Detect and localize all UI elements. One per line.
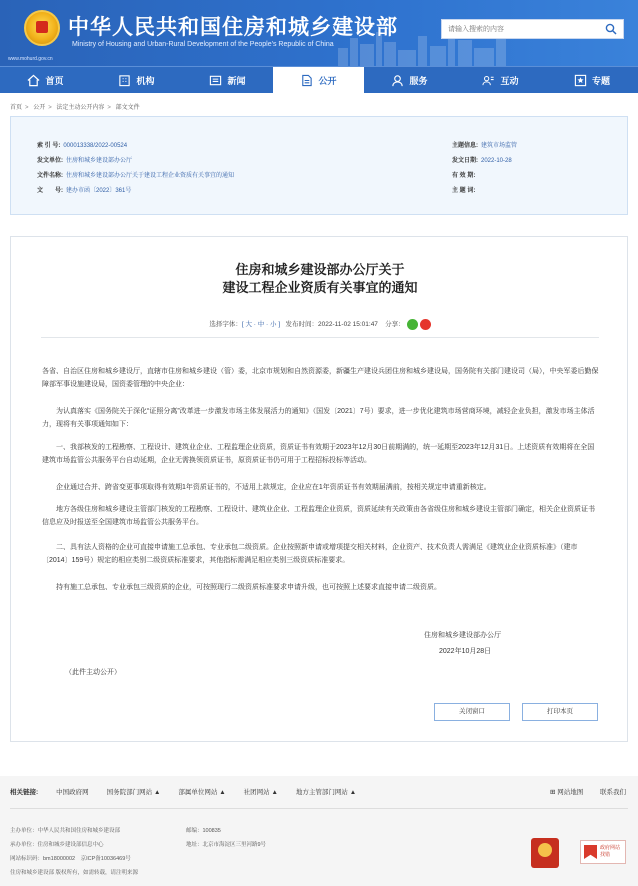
article-title-line2: 建设工程企业资质有关事宜的通知 [222, 280, 418, 295]
related-link[interactable]: 国务院部门网站 ▲ [106, 789, 161, 796]
related-link[interactable]: 社团网站 ▲ [243, 789, 278, 796]
site-subtitle: Ministry of Housing and Urban-Rural Development of the People's Republic of China [72, 41, 334, 48]
site-header [0, 0, 638, 66]
service-icon [391, 74, 404, 87]
nav-item-home[interactable] [0, 67, 91, 93]
footer-host: 主办单位：中华人民共和国住房和城乡建设部 [10, 828, 121, 834]
party-gov-badge-icon[interactable] [531, 838, 559, 868]
close-window-button[interactable]: 关闭窗口 [434, 703, 510, 721]
share-label: 分享： [385, 321, 405, 329]
related-link[interactable]: 地方主管部门网站 ▲ [295, 789, 357, 796]
related-links [10, 787, 356, 796]
nav-item-news[interactable] [182, 67, 273, 93]
public-note: （此件主动公开） [65, 669, 121, 676]
interact-icon [482, 74, 495, 87]
footer-postcode: 邮编：100835 [186, 828, 221, 834]
meta-index: 索 引 号: 000013338/2022-00524 [37, 143, 128, 149]
sign-organization: 住房和城乡建设部办公厅 [424, 632, 501, 639]
meta-docno: 文 号: 建办市函〔2022〕361号 [37, 188, 132, 194]
breadcrumb: 首页 > 公开 > 法定主动公开内容 > 部文文件 [10, 105, 140, 111]
font-size-switch[interactable]: [ 大 · 中 · 小 ] [241, 321, 281, 329]
search-box [441, 19, 624, 39]
site-url: www.mohurd.gov.cn [8, 56, 53, 62]
nav-label: 公开 [318, 75, 337, 86]
main-nav [0, 66, 638, 93]
meta-keywords: 主 题 词: [452, 188, 476, 194]
footer-address: 地址：北京市海淀区三里河路9号 [186, 842, 267, 848]
paragraph: 企业通过合并、跨省变更事项取得有效期1年资质证书的，不适用上款规定，企业应在1年资质证书有效期届满前，按相关规定申请重新核定。 [56, 484, 491, 491]
building-icon [118, 74, 131, 87]
gov-site-error-report-badge[interactable] [580, 840, 626, 864]
site-title: 中华人民共和国住房和城乡建设部 [68, 16, 398, 39]
sitemap-icon: ⊞ [550, 789, 556, 796]
nav-label: 首页 [45, 75, 64, 86]
home-icon [27, 74, 40, 87]
footer-divider [10, 808, 628, 809]
breadcrumb-current[interactable]: 部文文件 [115, 105, 140, 111]
breadcrumb-link[interactable]: 首页 [10, 105, 23, 111]
national-emblem-icon [24, 10, 60, 46]
news-icon [209, 74, 222, 87]
meta-valid: 有 效 期: [452, 173, 476, 179]
meta-topic: 主题信息: 建筑市场监管 [452, 143, 518, 149]
publish-time-label: 发布时间： [285, 321, 319, 329]
nav-item-service[interactable] [364, 67, 455, 93]
breadcrumb-link[interactable]: 法定主动公开内容 [56, 105, 105, 111]
nav-item-interact[interactable] [455, 67, 546, 93]
print-button[interactable]: 打印本页 [522, 703, 598, 721]
nav-item-organization[interactable] [91, 67, 182, 93]
breadcrumb-link[interactable]: 公开 [33, 105, 46, 111]
sitemap-link[interactable]: ⊞ 网站地图 [550, 789, 584, 796]
nav-label: 专题 [591, 75, 610, 86]
publish-time: 2022-11-02 15:01:47 [318, 321, 378, 329]
contact-link[interactable]: 联系我们 [600, 789, 626, 796]
related-links-label: 相关链接: [10, 789, 39, 796]
footer-copyright: 住房和城乡建设部 版权所有，如需转载，请注明来源 [10, 870, 139, 876]
search-input[interactable] [442, 20, 604, 38]
nav-item-topic[interactable] [546, 67, 638, 93]
article-info-bar [11, 319, 629, 330]
nav-item-open[interactable] [273, 67, 364, 93]
nav-label: 机构 [136, 75, 155, 86]
paragraph: 地方各级住房和城乡建设主管部门核发的工程勘察、工程设计、建筑业企业、工程监理企业资质，资质延续有关政策由各省级住房和城乡建设主管部门确定，相关企业资质证书信息应及时报送至全国建筑市场监管公共服务平台。 [42, 506, 595, 526]
topic-icon [574, 74, 587, 87]
weibo-share-icon[interactable] [420, 319, 431, 330]
bookmark-icon [584, 845, 597, 859]
nav-label: 互动 [500, 75, 519, 86]
paragraph: 一、我部核发的工程勘察、工程设计、建筑业企业、工程监理企业资质，资质证书有效期于2023年12月30日前期满的，统一延期至2023年12月31日。上述资质有效期将在全国建筑市场监管公共服务平台自动延期，企业无需换领资质证书，原资质证书仍可用于工程招标投标等活动。 [42, 444, 595, 464]
divider [41, 337, 599, 338]
wechat-share-icon[interactable] [407, 319, 418, 330]
meta-date: 发文日期: 2022-10-28 [452, 158, 512, 164]
document-icon [300, 74, 313, 87]
document-meta-box [10, 116, 628, 215]
meta-issuer: 发文单位: 住房和城乡建设部办公厅 [37, 158, 133, 164]
related-link[interactable]: 部属单位网站 ▲ [178, 789, 226, 796]
paragraph: 持有施工总承包、专业承包三级资质的企业，可按照现行二级资质标准要求申请升级，也可按照上述要求直接申请二级资质。 [56, 584, 441, 591]
article-panel [10, 236, 628, 742]
footer-site-id: 网站标识码：bm18000002 京ICP备10036469号 [10, 856, 131, 862]
meta-docname: 文件名称: 住房和城乡建设部办公厅关于建设工程企业资质有关事宜的通知 [37, 173, 235, 179]
font-size-label: 选择字体： [209, 321, 242, 329]
article-title-line1: 住房和城乡建设部办公厅关于 [235, 262, 405, 277]
nav-label: 服务 [409, 75, 428, 86]
paragraph: 为认真落实《国务院关于深化“证照分离”改革进一步激发市场主体发展活力的通知》（国发〔2021〕7号）要求，进一步优化建筑市场营商环境，减轻企业负担，激发市场主体活力，现将有关事项通知如下： [42, 408, 595, 428]
paragraph: 二、具有法人资格的企业可直接申请施工总承包、专业承包二级资质。企业按照新申请或增项提交相关材料，企业资产、技术负责人需满足《建筑业企业资质标准》（建市〔2014〕159号）规定的相应类别二级资质标准要求，其他指标需满足相应类别三级资质标准要求。 [42, 544, 578, 564]
search-icon[interactable] [605, 23, 617, 35]
paragraph-addressees: 各省、自治区住房和城乡建设厅，直辖市住房和城乡建设（管）委，北京市规划和自然资源委，新疆生产建设兵团住房和城乡建设局，国务院有关部门建设司（局），中央军委后勤保障部军事设施建设局，国资委管理的中央企业： [42, 368, 599, 388]
related-link[interactable]: 中国政府网 [56, 789, 89, 796]
nav-label: 新闻 [227, 75, 246, 86]
footer-undertake: 承办单位：住房和城乡建设部信息中心 [10, 842, 104, 848]
sign-date: 2022年10月28日 [439, 648, 492, 655]
badge-text: 政府网站 找错 [600, 845, 621, 858]
